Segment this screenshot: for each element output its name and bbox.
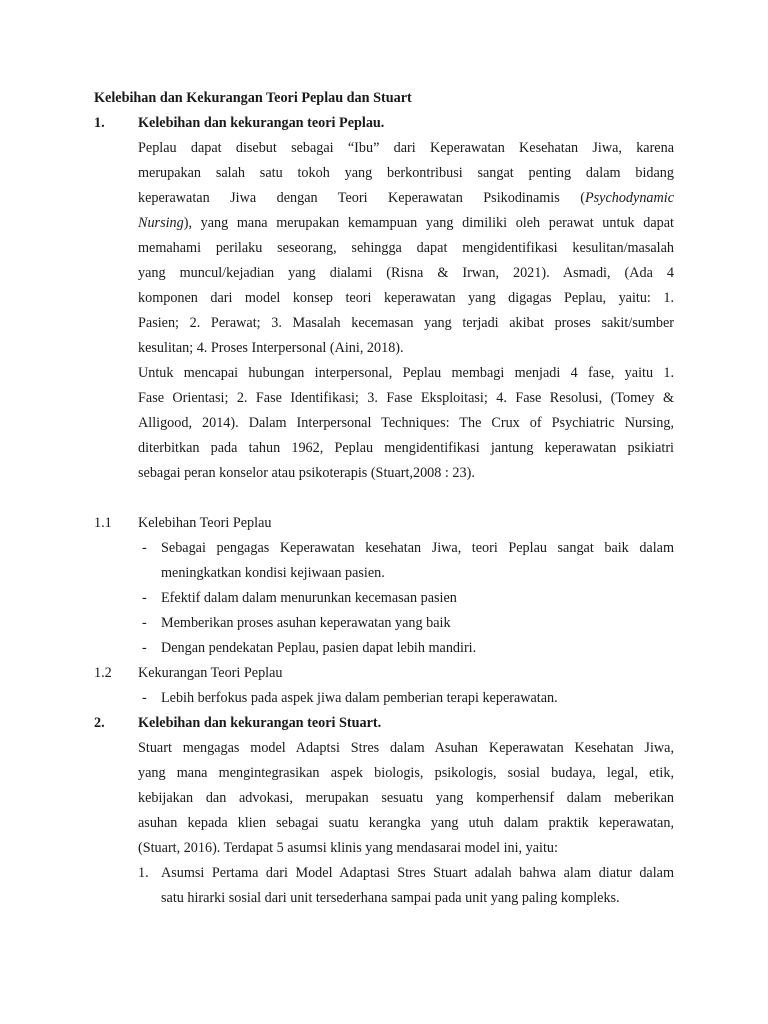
- paragraph-line: kesulitan; 4. Proses Interpersonal (Aini, 2018).: [138, 340, 404, 356]
- document-title: Kelebihan dan Kekurangan Teori Peplau dan Stuart: [94, 90, 412, 106]
- paragraph-text: ), yang mana merupakan kemampuan yang dimiliki oleh perawat untuk dapat: [183, 215, 674, 231]
- paragraph-line: Pasien; 2. Perawat; 3. Masalah kecemasan yang terjadi akibat proses sakit/sumber: [138, 315, 674, 331]
- numbered-list-number: 1.: [138, 865, 149, 881]
- section-1-number: 1.: [94, 115, 105, 131]
- paragraph-line: yang muncul/kejadian yang dialami (Risna & Irwan, 2021). Asmadi, (Ada 4: [138, 265, 674, 281]
- list-item: Lebih berfokus pada aspek jiwa dalam pemberian terapi keperawatan.: [161, 690, 558, 706]
- list-item-continuation: meningkatkan kondisi kejiwaan pasien.: [161, 565, 385, 581]
- paragraph-line: (Stuart, 2016). Terdapat 5 asumsi klinis yang mendasarai model ini, yaitu:: [138, 840, 558, 856]
- italic-term: Psychodynamic: [584, 190, 674, 206]
- section-1-heading: Kelebihan dan kekurangan teori Peplau.: [138, 115, 385, 131]
- paragraph-line: Untuk mencapai hubungan interpersonal, Peplau membagi menjadi 4 fase, yaitu 1.: [138, 365, 674, 381]
- subsection-1-2-heading: Kekurangan Teori Peplau: [138, 665, 283, 681]
- list-item: Dengan pendekatan Peplau, pasien dapat lebih mandiri.: [161, 640, 477, 656]
- paragraph-line: memahami perilaku seseorang, sehingga dapat mengidentifikasi kesulitan/masalah: [138, 240, 674, 256]
- paragraph-line: Peplau dapat disebut sebagai “Ibu” dari Keperawatan Kesehatan Jiwa, karena: [138, 140, 674, 156]
- paragraph-line: yang mana mengintegrasikan aspek biologis, psikologis, sosial budaya, legal, etik,: [138, 765, 674, 781]
- paragraph-line: sebagai peran konselor atau psikoterapis (Stuart,2008 : 23).: [138, 465, 475, 481]
- bullet-dash: -: [142, 690, 147, 706]
- paragraph-line: Fase Orientasi; 2. Fase Identifikasi; 3. Fase Eksploitasi; 4. Fase Resolusi, (Tomey &: [138, 390, 674, 406]
- paragraph-line: merupakan salah satu tokoh yang berkontribusi sangat penting dalam bidang: [138, 165, 674, 181]
- italic-term: Nursing: [138, 215, 184, 231]
- paragraph-line: [138, 189, 674, 207]
- subsection-1-1-number: 1.1: [94, 515, 112, 531]
- paragraph-line: komponen dari model konsep teori keperawatan yang digagas Peplau, yaitu: 1.: [138, 290, 674, 306]
- list-item: Efektif dalam dalam menurunkan kecemasan pasien: [161, 590, 457, 606]
- paragraph-line: diterbitkan pada tahun 1962, Peplau mengidentifikasi jantung keperawatan psikiatri: [138, 440, 674, 456]
- subsection-1-1-heading: Kelebihan Teori Peplau: [138, 515, 272, 531]
- bullet-dash: -: [142, 590, 147, 606]
- subsection-1-2-number: 1.2: [94, 665, 112, 681]
- list-item: Memberikan proses asuhan keperawatan yang baik: [161, 615, 451, 631]
- paragraph-line: asuhan kepada klien sebagai suatu kerangka yang utuh dalam praktik keperawatan,: [138, 815, 674, 831]
- paragraph-line: Stuart mengagas model Adaptsi Stres dalam Asuhan Keperawatan Kesehatan Jiwa,: [138, 740, 674, 756]
- paragraph-line: Alligood, 2014). Dalam Interpersonal Techniques: The Crux of Psychiatric Nursing,: [138, 415, 674, 431]
- numbered-list-item: Asumsi Pertama dari Model Adaptasi Stres Stuart adalah bahwa alam diatur dalam: [161, 865, 674, 881]
- bullet-dash: -: [142, 615, 147, 631]
- numbered-list-continuation: satu hirarki sosial dari unit tersederhana sampai pada unit yang paling kompleks.: [161, 890, 620, 906]
- bullet-dash: -: [142, 640, 147, 656]
- paragraph-line: [138, 214, 674, 232]
- section-2-heading: Kelebihan dan kekurangan teori Stuart.: [138, 715, 382, 731]
- paragraph-line: kebijakan dan advokasi, merupakan sesuatu yang komperhensif dalam meberikan: [138, 790, 674, 806]
- paragraph-text: keperawatan Jiwa dengan Teori Keperawatan Psikodinamis (: [138, 190, 585, 206]
- bullet-dash: -: [142, 540, 147, 556]
- section-2-number: 2.: [94, 715, 105, 731]
- list-item: Sebagai pengagas Keperawatan kesehatan Jiwa, teori Peplau sangat baik dalam: [161, 540, 674, 556]
